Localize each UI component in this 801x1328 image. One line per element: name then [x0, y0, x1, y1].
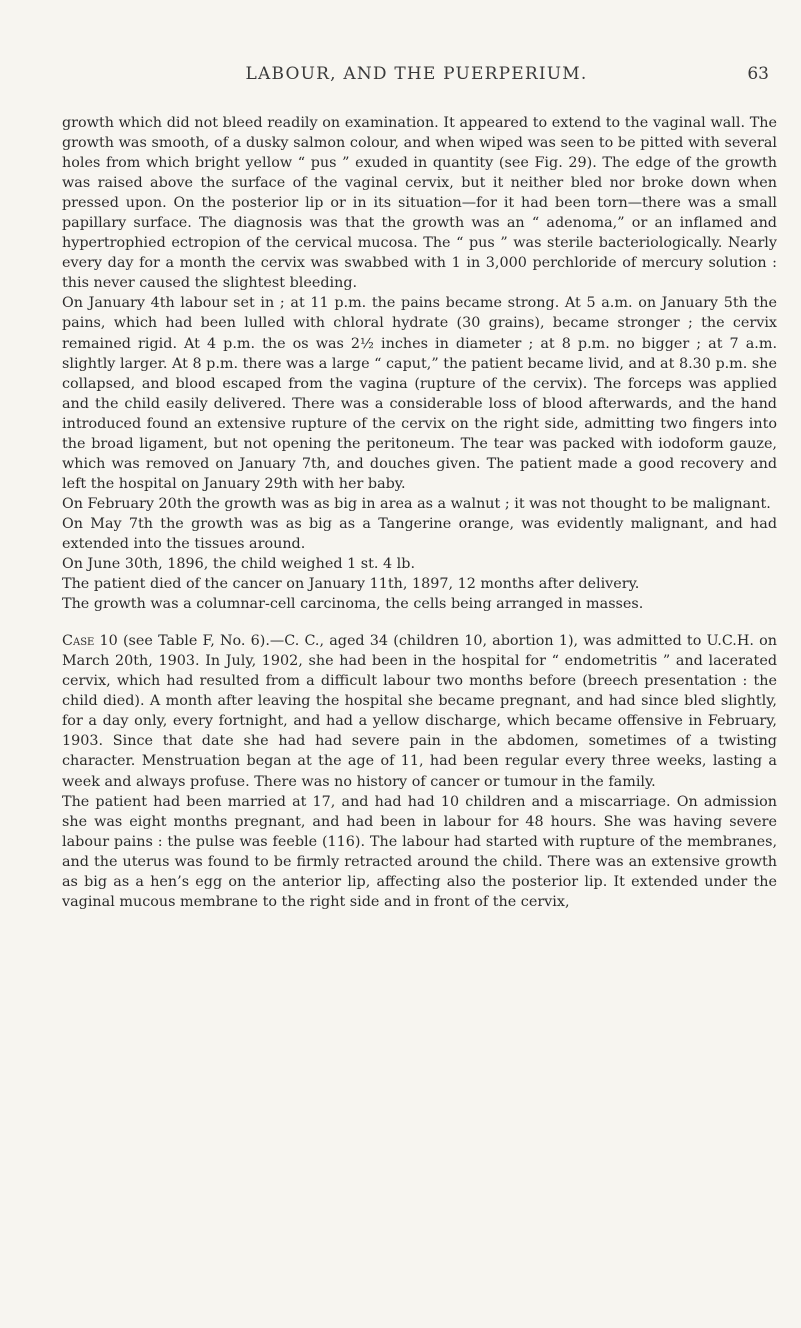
paragraph: On June 30th, 1896, the child weighed 1 st. 4 lb. [62, 556, 416, 573]
running-head [62, 64, 771, 88]
paragraph: The growth was a columnar-cell carcinoma, the cells being arranged in masses. [62, 596, 644, 613]
case-label: Case 10 [62, 633, 118, 650]
paragraph: growth which did not bleed readily on examination. It appeared to extend to the vaginal wall. The growth was smooth, of a dusky salmon colour, and when wiped was seen to be pitted with several holes from which bright yellow “ pus ” exuded in quantity (see Fig. 29). The edge of the growth was raised above the surface of the vaginal cervix, but it neither bled nor broke down when pressed upon. On the posterior lip or in its situation—for it had been torn—there was a small papillary surface. The diagnosis was that the growth was an “ adenoma,” or an inflamed and hypertrophied ectropion of the cervical mucosa. The “ pus ” was sterile bacteriologically. Nearly every day for a month the cervix was swabbed with 1 in 3,000 perchloride of mercury solution : this never caused the slightest bleeding. [62, 115, 777, 292]
paragraph: On May 7th the growth was as big as a Tangerine orange, was evidently malignant, and had extended into the tissues around. [62, 515, 777, 552]
case-paragraph [62, 631, 777, 791]
running-title: LABOUR, AND THE PUERPERIUM. [245, 64, 588, 84]
body-text [62, 113, 777, 912]
paragraph: On February 20th the growth was as big in area as a walnut ; it was not thought to be malignant. [62, 495, 771, 512]
paragraph: The patient had been married at 17, and had had 10 children and a miscarriage. On admission she was eight months pregnant, and had been in labour for 48 hours. She was having severe labour pains : the pulse was feeble (116). The labour had started with rupture of the membranes, and the uterus was found to be firmly retracted around the child. There was an extensive growth as big as a hen’s egg on the anterior lip, affecting also the posterior lip. It extended under the vaginal mucous membrane to the right side and in front of the cervix, [62, 793, 777, 910]
paragraph: On January 4th labour set in ; at 11 p.m. the pains became strong. At 5 a.m. on January 5th the pains, which had been lulled with chloral hydrate (30 grains), became stronger ; the cervix remained rigid. At 4 p.m. the os was 2½ inches in diameter ; at 8 p.m. no bigger ; at 7 a.m. slightly larger. At 8 p.m. there was a large “ caput,” the patient became livid, and at 8.30 p.m. she collapsed, and blood escaped from the vagina (rupture of the cervix). The forceps was applied and the child easily delivered. There was a considerable loss of blood afterwards, and the hand introduced found an extensive rupture of the cervix on the right side, admitting two fingers into the broad ligament, but not opening the peritoneum. The tear was packed with iodoform gauze, which was removed on January 7th, and douches given. The patient made a good recovery and left the hospital on January 29th with her baby. [62, 295, 777, 492]
page-number: 63 [747, 64, 769, 84]
case-text: (see Table F, No. 6).—C. C., aged 34 (children 10, abortion 1), was admitted to U.C.H. on March 20th, 1903. In July, 1902, she had been in the hospital for “ endometritis ” and lacerated cervix, which had resulted from a difficult labour two months before (breech presentation : the child died). A month after leaving the hospital she became pregnant, and had since bled slightly, for a day only, every fortnight, and had a yellow discharge, which became offensive in February, 1903. Since that date she had had severe pain in the abdomen, sometimes of a twisting character. Menstruation began at the age of 11, had been regular every three weeks, lasting a week and always profuse. There was no history of cancer or tumour in the family. [62, 633, 777, 790]
paragraph: The patient died of the cancer on January 11th, 1897, 12 months after delivery. [62, 576, 640, 593]
